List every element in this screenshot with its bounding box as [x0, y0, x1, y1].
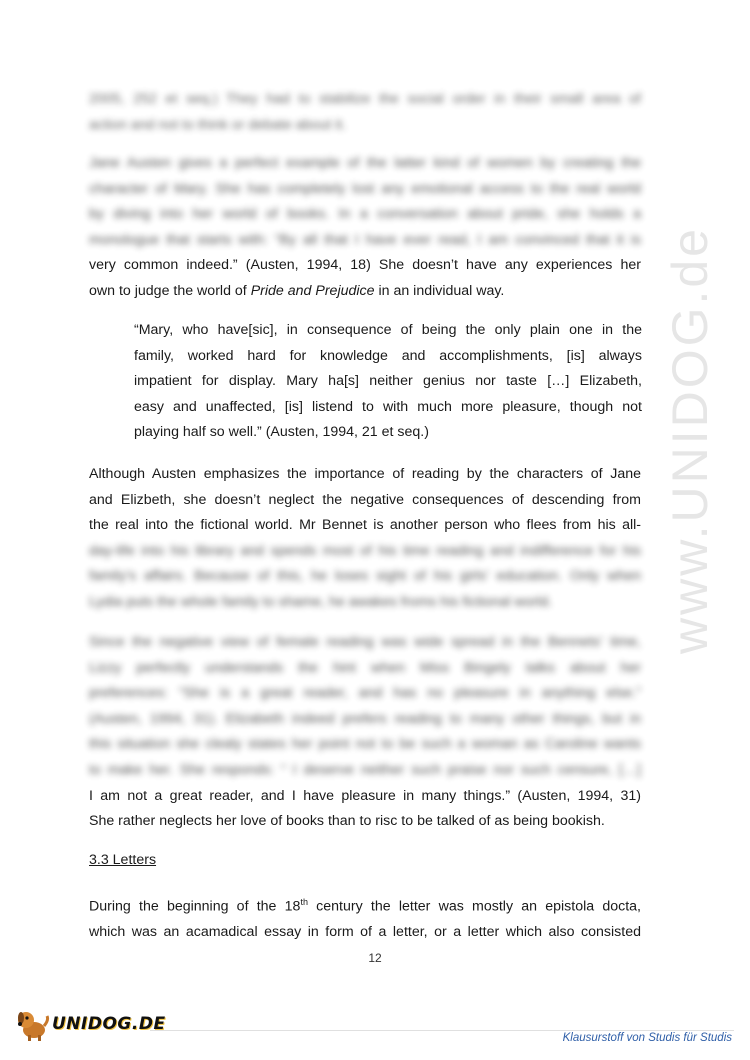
paragraph-2-blurred-part	[89, 151, 641, 253]
paragraph-4-blurred-part	[89, 630, 641, 784]
quote-line: easy and unaffected, [is] listend to with much more pleasure, though not	[134, 398, 642, 415]
text-line: very common indeed.” (Austen, 1994, 18) She doesn’t have any experiences her	[89, 257, 641, 274]
text-line	[89, 279, 641, 305]
paragraph-3	[89, 462, 641, 616]
paragraph-1-blurred	[89, 87, 641, 138]
text-line: She rather neglects her love of books than to risc to be talked of as being bookish.	[89, 813, 605, 830]
text-line: which was an acamadical essay in form of a letter, or a letter which also consisted	[89, 924, 641, 941]
watermark: www.UNIDOG.de	[662, 226, 718, 654]
text-line	[89, 890, 641, 920]
quote-line: “Mary, who have[sic], in consequence of being the only plain one in the	[134, 322, 642, 338]
quote-line: playing half so well.” (Austen, 1994, 21 et seq.)	[134, 424, 429, 441]
paragraph-3-blurred-part	[89, 539, 641, 616]
text-line: day-life into his library and spends most of his time reading and indifference for his	[89, 542, 641, 559]
dog-icon	[14, 1006, 50, 1042]
paragraph-2	[89, 151, 641, 305]
text-line: Lydia puts the whole family to shame, he awakes froms his fictional world.	[89, 593, 553, 610]
text-line: Jane Austen gives a perfect example of the latter kind of women by creating the	[89, 155, 641, 171]
section-heading: 3.3 Letters	[89, 852, 157, 868]
page-number: 12	[368, 951, 382, 965]
footer-logo	[14, 1004, 166, 1044]
text-line: Since the negative view of female reading was wide spread in the Bennets’ time,	[89, 634, 641, 650]
text-line: to make her. She responds: “ I deserve neither such praise nor such censure, […]	[89, 761, 641, 778]
text-line: character of Mary. She has completely lost any emotional access to the real world	[89, 180, 641, 197]
text-line: and Elizbeth, she doesn’t neglect the negative consequences of descending from	[89, 491, 641, 508]
text-line: by diving into her world of books. In a conversation about pride, she holds a	[89, 206, 641, 223]
text-line: action and not to think or debate about it.	[89, 116, 347, 133]
text-line: monologue that starts with: “By all that I have ever read, I am convinced that it is	[89, 231, 641, 248]
text-line: the real into the fictional world. Mr Bennet is another person who flees from his all-	[89, 517, 641, 534]
logo-text: UNIDOG.DE	[52, 1014, 166, 1034]
text-fragment: own to judge the world of	[89, 282, 251, 299]
text-fragment: century the letter was mostly an epistola docta,	[307, 898, 641, 915]
text-line: 2005, 252 et seq.) They had to stabilize the social order in their small area of	[89, 91, 641, 107]
footer-slogan: Klausurstoff von Studis für Studis	[562, 1032, 732, 1044]
paragraph-5	[89, 890, 641, 946]
text-fragment: During the beginning of the 18	[89, 898, 301, 915]
text-line: Although Austen emphasizes the importance of reading by the characters of Jane	[89, 466, 641, 482]
footer-divider	[150, 1030, 734, 1031]
block-quote	[134, 318, 642, 446]
text-line: I am not a great reader, and I have pleasure in many things.” (Austen, 1994, 31)	[89, 787, 641, 804]
superscript: th	[300, 897, 308, 907]
text-fragment: in an individual way.	[374, 282, 505, 299]
text-line: (Austen, 1994, 31). Elizabeth indeed prefers reading to many other things, but in	[89, 710, 641, 727]
paragraph-4	[89, 630, 641, 835]
text-line: this situation she clealy states her point not to be such a woman as Caroline wants	[89, 736, 641, 753]
text-line: Lizzy perfectly understands the hint when Miss Bingely talks about her	[89, 659, 641, 676]
book-title: Pride and Prejudice	[250, 282, 375, 299]
quote-line: impatient for display. Mary ha[s] neither genius nor taste […] Elizabeth,	[134, 373, 642, 390]
quote-line: family, worked hard for knowledge and accomplishments, [is] always	[134, 347, 642, 364]
text-line: family’s affairs. Because of this, he loses sight of his girls’ education. Only when	[89, 568, 641, 585]
text-line: preferences: “She is a great reader, and has no pleasure in anything else.”	[89, 685, 641, 702]
